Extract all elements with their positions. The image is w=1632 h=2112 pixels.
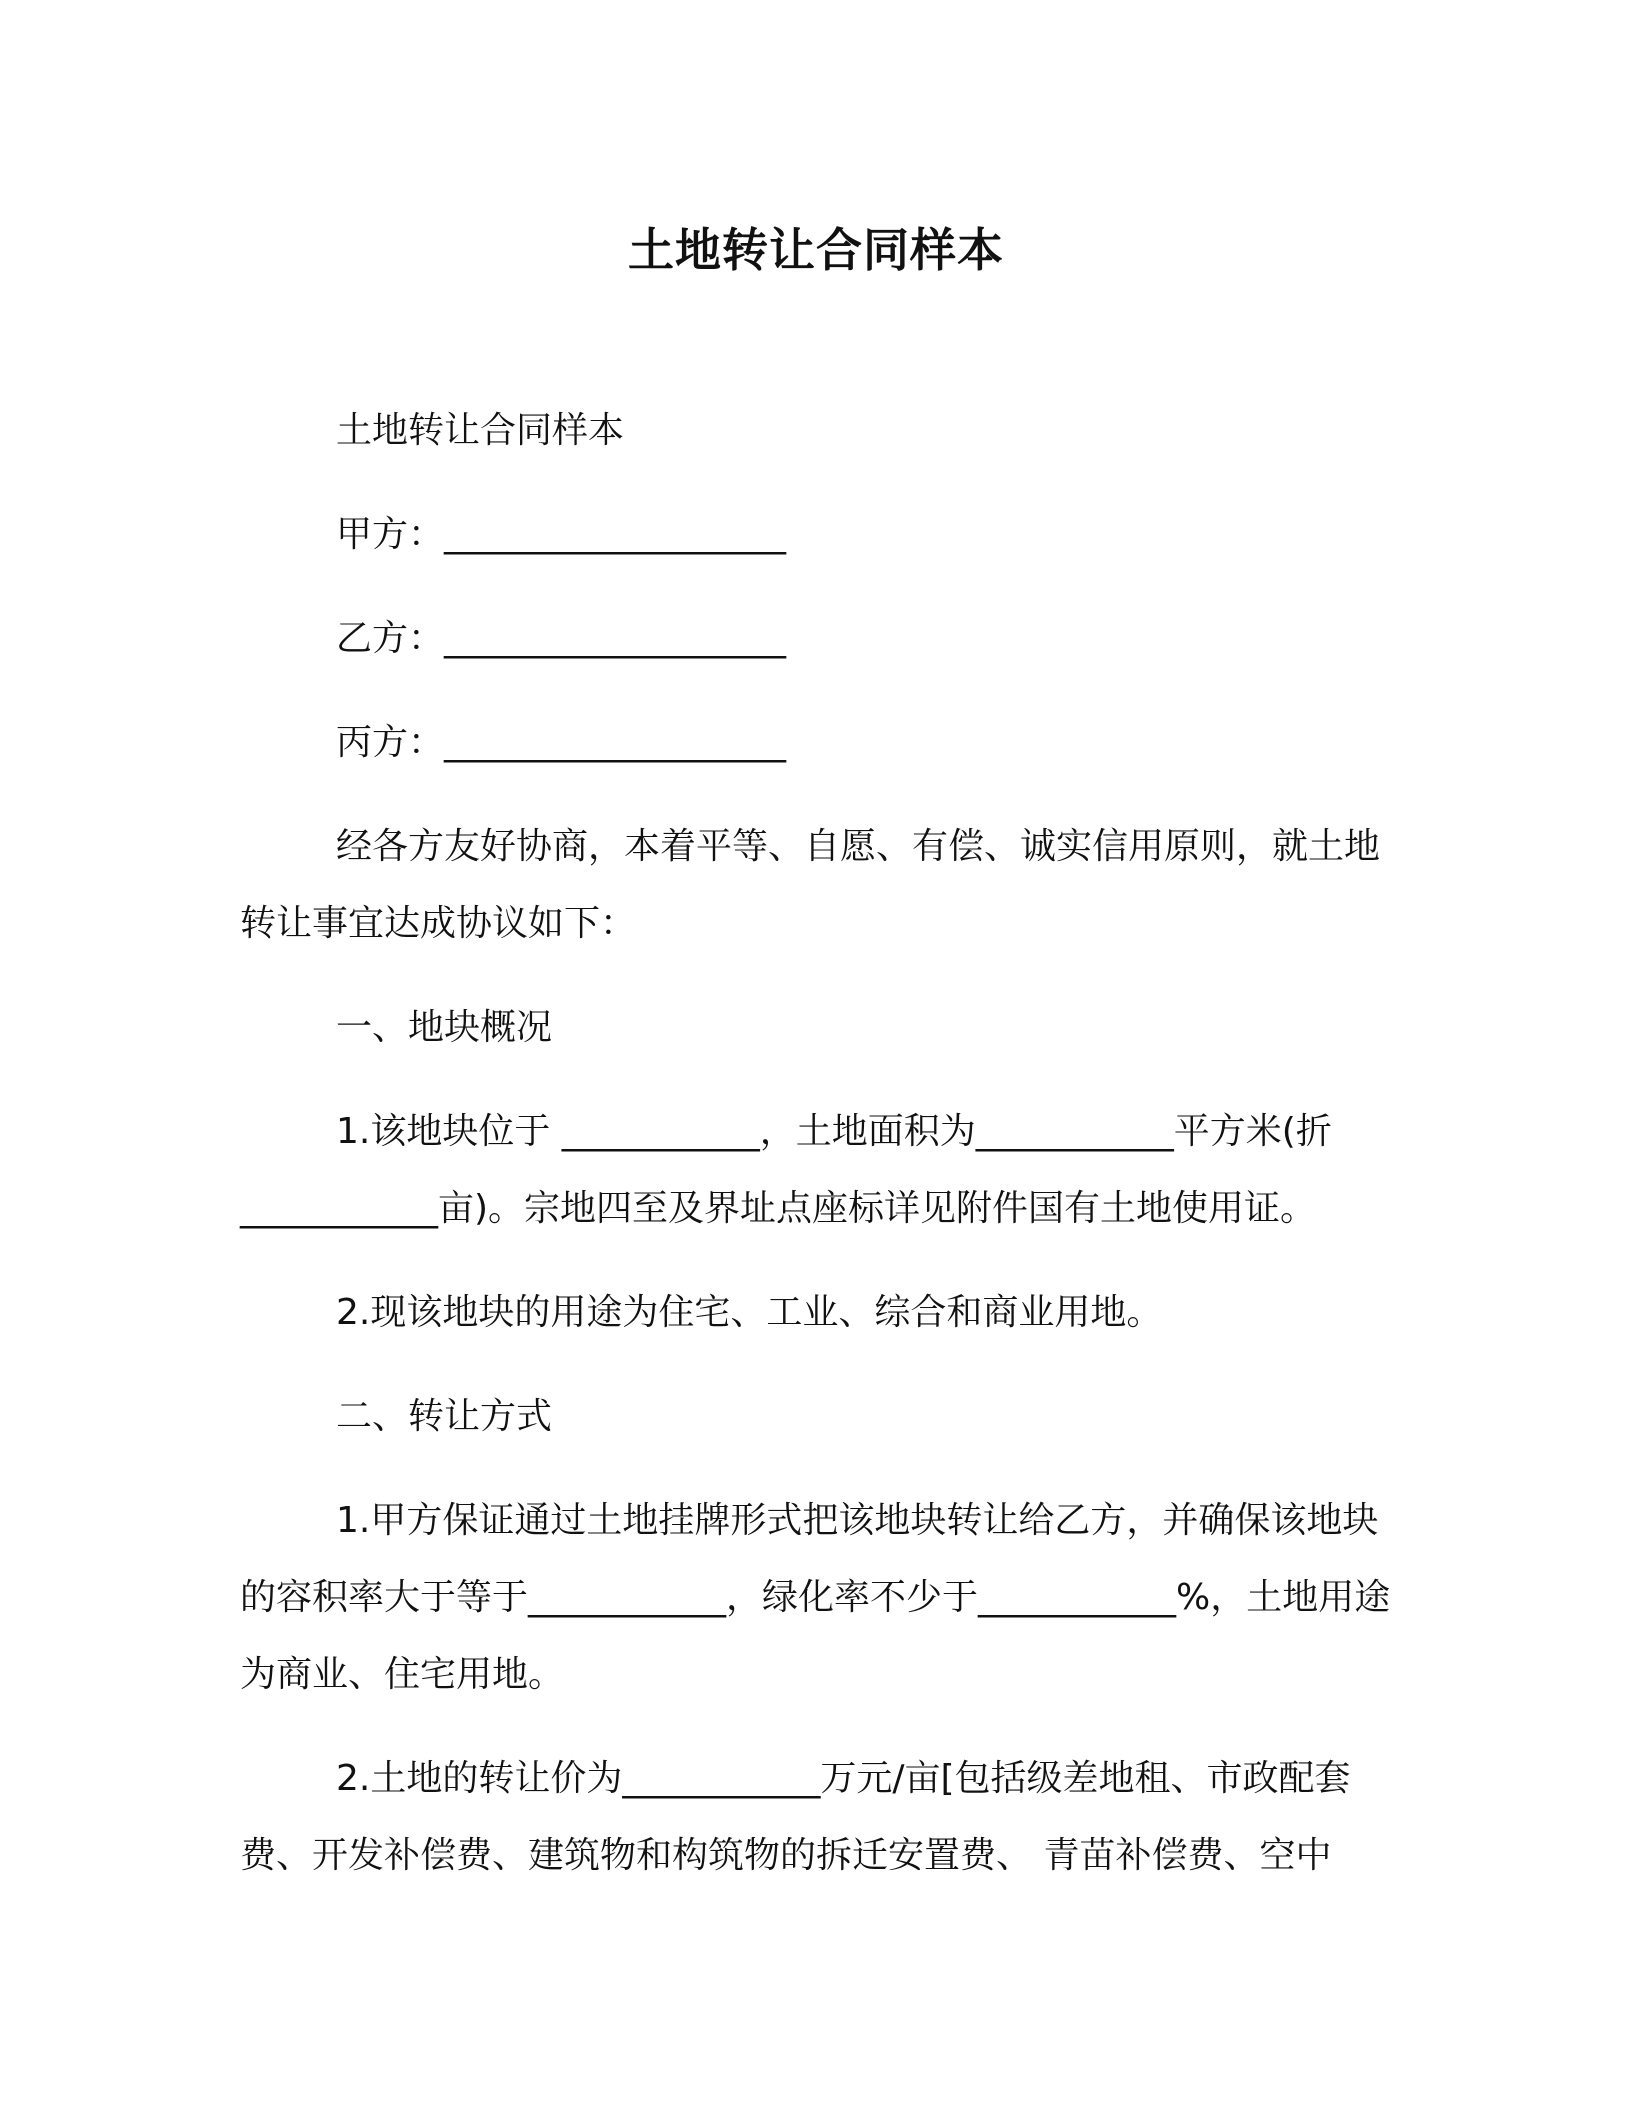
document-body (240, 392, 1392, 1894)
section-heading-1: 一、地块概况 (336, 1007, 553, 1048)
clause-2-1: 1.甲方保证通过土地挂牌形式把该地块转让给乙方，并确保该地块的容积率大于等于___________，绿化率不少于___________%，土地用途为商业、住宅用地。 (240, 1500, 1391, 1695)
paragraph-preamble: 经各方友好协商，本着平等、自愿、有偿、诚实信用原则，就土地转让事宜达成协议如下： (240, 826, 1381, 944)
clause-1-2: 2.现该地块的用途为住宅、工业、综合和商业用地。 (336, 1292, 1163, 1333)
clause-2-2: 2.土地的转让价为___________万元/亩[包括级差地租、市政配套费、开发补偿费、建筑物和构筑物的拆迁安置费、 青苗补偿费、空中 (240, 1758, 1351, 1876)
section-heading-2: 二、转让方式 (336, 1396, 553, 1437)
paragraph-party-b: 乙方：___________________ (336, 618, 787, 659)
clause-1-1: 1.该地块位于 ___________，土地面积为___________平方米(折___________亩)。宗地四至及界址点座标详见附件国有土地使用证。 (240, 1111, 1332, 1229)
paragraph-party-c: 丙方：___________________ (336, 722, 787, 763)
paragraph-subtitle: 土地转让合同样本 (336, 410, 625, 451)
document-title: 土地转让合同样本 (628, 223, 1004, 277)
paragraph-party-a: 甲方：___________________ (336, 514, 787, 555)
